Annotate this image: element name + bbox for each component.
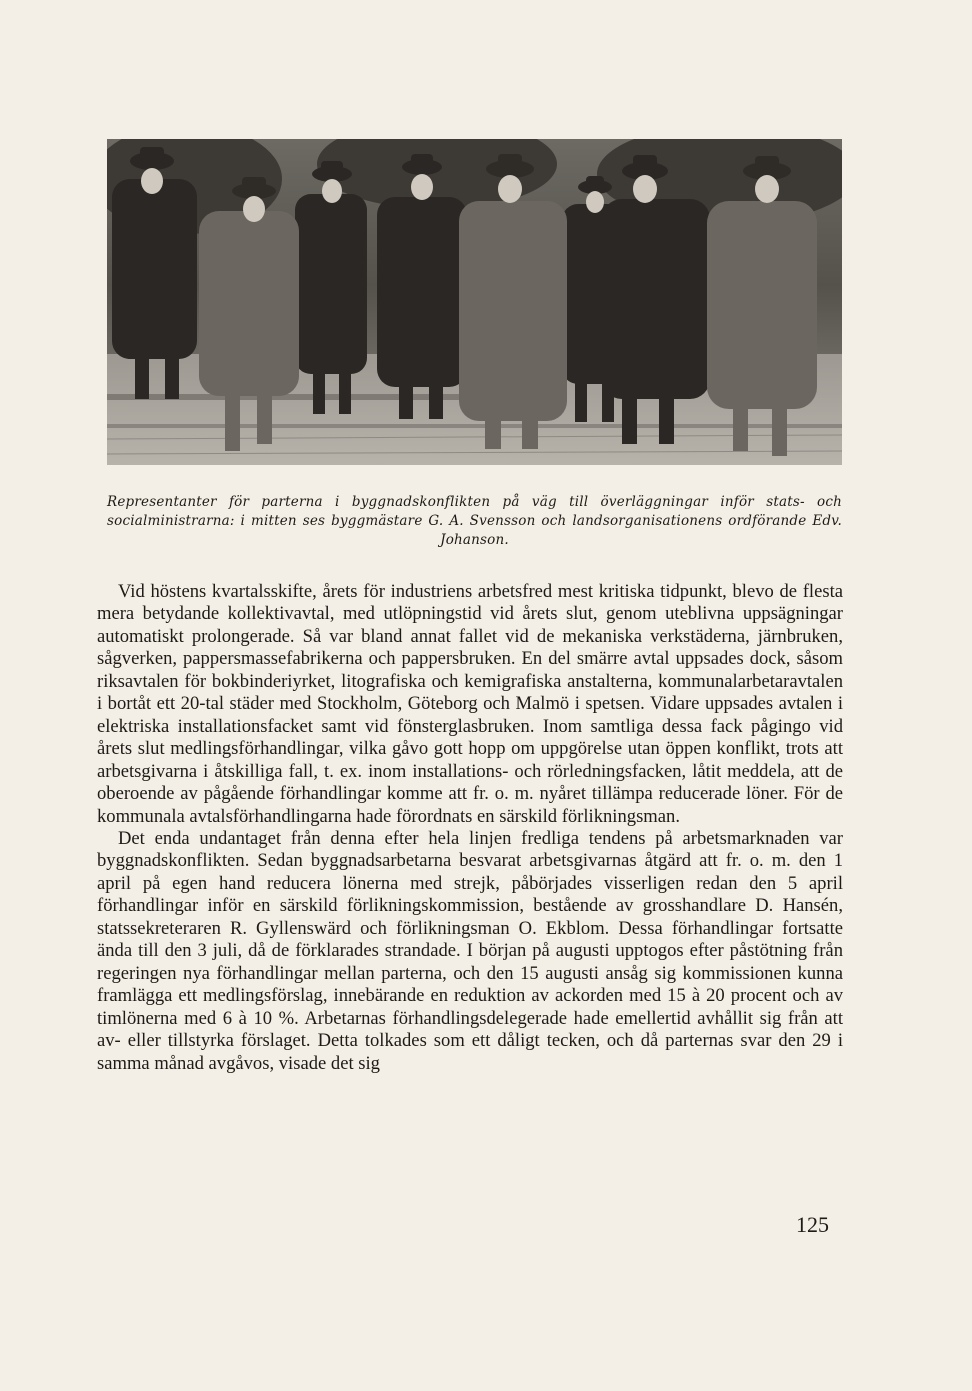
photograph xyxy=(107,139,842,465)
body-text xyxy=(97,581,843,1075)
paragraph-2: Det enda undantaget från denna efter hela linjen fredliga tendens på arbetsmarknaden var byggnadskonflikten. Sedan byggnadsarbetarna besvarat arbetsgivarnas åtgärd att fr. o. m. den 1 april på egen hand reducera lönerna med strejk, påbörjades visserligen redan den 5 april förhandlingar inför en särskild förlikningskommission, bestående av grosshandlare D. Hansén, statssekreteraren R. Gyllenswärd och förlikningsman O. Ekblom. Dessa förhandlingar fortsatte ända till den 3 juli, då de förklarades strandade. I början på augusti upptogos efter påstötning från regeringen nya förhandlingar mellan parterna, och den 15 augusti ansåg sig kommissionen kunna framlägga ett medlingsförslag, innebärande en reduktion av ackorden med 15 à 20 procent och av timlönerna med 6 à 10 %. Arbetarnas förhandlingsdelegerade hade emellertid avhållit sig från att av- eller tillstyrka förslaget. Detta tolkades som ett dåligt tecken, och då parternas svar den 29 i samma månad avgåvos, visade det sig xyxy=(97,827,843,1074)
caption-text: Representanter för parterna i byggnadskonflikten på väg till överläggningar inför stats- och socialministrarna: i mitten ses byggmästare G. A. Svensson och landsorganisationens ordförande Edv. Johanson. xyxy=(107,494,842,548)
paragraph-1: Vid höstens kvartalsskifte, årets för industriens arbetsfred mest kritiska tidpunkt, blevo de flesta mera betydande kollektivavtal, med utlöpningstid vid årets slut, genom uteblivna uppsägningar automatiskt prolongerade. Så var bland annat fallet vid de mekaniska verkstäderna, järnbruken, sågverken, pappersmassefabrikerna och pappersbruken. En del smärre avtal uppsades dock, såsom riksavtalen för bokbinderiyrket, litografiska och kemigrafiska anstalterna, kommunalarbetaravtalen i bortåt ett 20-tal städer med Stockholm, Göteborg och Malmö i spetsen. Vidare uppsades avtalen i elektriska installationsfacket samt vid fönsterglasbruken. Inom samtliga dessa fack pågingo vid årets slut medlingsförhandlingar, vilka gåvo gott hopp om uppgörelse utan öppen konflikt, trots att arbetsgivarna i åtskilliga fall, t. ex. inom installations- och rörledningsfacken, låtit meddela, att de oberoende av pågående förhandlingar komme att fr. o. m. nyåret tillämpa reducerade löner. För de kommunala avtalsförhandlingarna hade förordnats en särskild förlikningsman. xyxy=(97,581,843,827)
page-number: 125 xyxy=(796,1212,829,1237)
photo-caption xyxy=(107,493,842,550)
